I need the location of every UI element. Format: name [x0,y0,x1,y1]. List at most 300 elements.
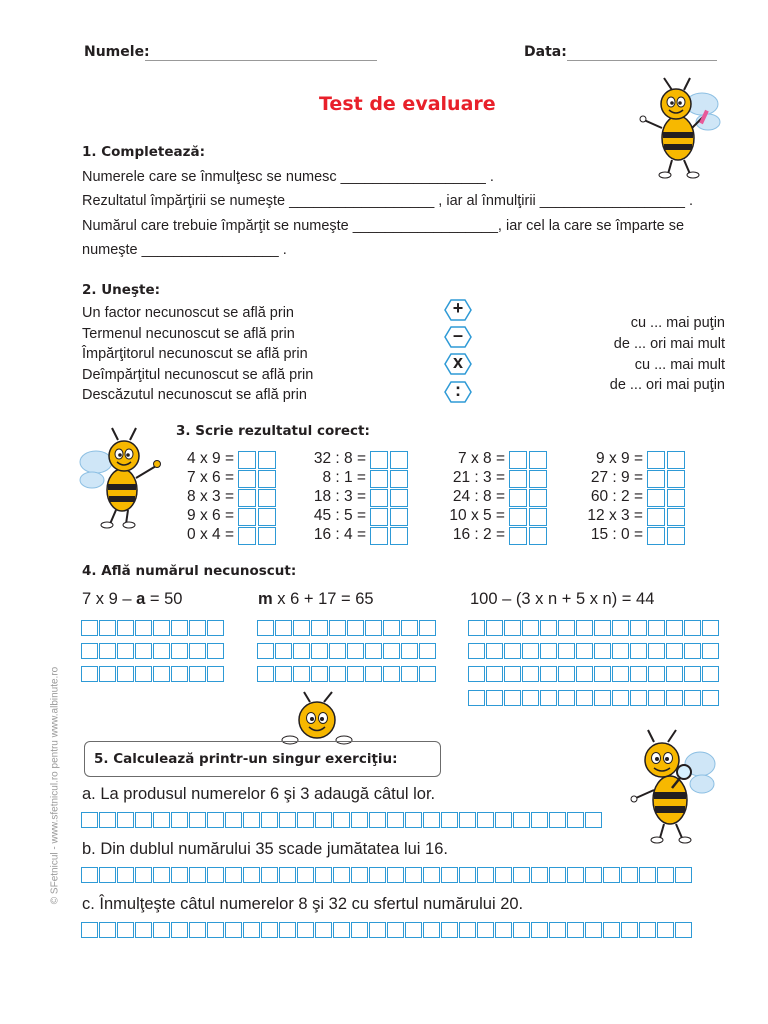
answer-cell[interactable] [153,812,170,828]
answer-cell[interactable] [171,666,188,682]
answer-cell[interactable] [529,470,547,488]
answer-cell[interactable] [293,643,310,659]
answer-cell[interactable] [383,643,400,659]
answer-cell[interactable] [667,489,685,507]
answer-cell[interactable] [369,867,386,883]
answer-cell[interactable] [639,922,656,938]
answer-cell[interactable] [567,867,584,883]
answer-cell[interactable] [387,867,404,883]
answer-cell[interactable] [81,643,98,659]
answer-cell[interactable] [171,643,188,659]
answer-cell[interactable] [189,643,206,659]
answer-cell[interactable] [648,620,665,636]
answer-cell[interactable] [257,620,274,636]
ex4-grid-row-1[interactable] [81,666,225,682]
answer-cell[interactable] [347,620,364,636]
answer-cell[interactable] [311,643,328,659]
ex3-answer-boxes[interactable] [509,508,548,526]
ex3-answer-boxes[interactable] [370,508,409,526]
answer-cell[interactable] [495,867,512,883]
answer-cell[interactable] [549,867,566,883]
answer-cell[interactable] [509,508,527,526]
answer-cell[interactable] [486,690,503,706]
ex3-answer-boxes[interactable] [370,527,409,545]
answer-cell[interactable] [666,620,683,636]
answer-cell[interactable] [153,666,170,682]
answer-cell[interactable] [257,666,274,682]
answer-cell[interactable] [370,527,388,545]
answer-cell[interactable] [675,867,692,883]
answer-cell[interactable] [81,666,98,682]
answer-cell[interactable] [370,489,388,507]
answer-cell[interactable] [647,489,665,507]
answer-cell[interactable] [383,620,400,636]
answer-cell[interactable] [495,812,512,828]
answer-cell[interactable] [459,812,476,828]
ex3-answer-boxes[interactable] [509,470,548,488]
answer-cell[interactable] [621,867,638,883]
answer-cell[interactable] [667,527,685,545]
answer-cell[interactable] [238,451,256,469]
answer-cell[interactable] [459,922,476,938]
answer-cell[interactable] [207,643,224,659]
answer-cell[interactable] [225,922,242,938]
answer-cell[interactable] [529,451,547,469]
answer-cell[interactable] [258,527,276,545]
answer-cell[interactable] [117,643,134,659]
answer-cell[interactable] [509,489,527,507]
ex4-grid-row-2[interactable] [257,666,437,682]
ex2-right-2: de ... ori mai mult [613,336,725,352]
answer-cell[interactable] [684,666,701,682]
ex3-answer-boxes[interactable] [509,489,548,507]
answer-cell[interactable] [401,666,418,682]
answer-cell[interactable] [509,451,527,469]
answer-cell[interactable] [153,620,170,636]
answer-cell[interactable] [99,666,116,682]
answer-cell[interactable] [423,812,440,828]
answer-cell[interactable] [81,922,98,938]
answer-cell[interactable] [171,620,188,636]
answer-cell[interactable] [279,812,296,828]
answer-cell[interactable] [567,812,584,828]
answer-cell[interactable] [365,666,382,682]
ex5-grid-a[interactable] [81,812,603,828]
answer-cell[interactable] [648,666,665,682]
ex2-right-4: de ... ori mai puţin [609,377,725,393]
answer-cell[interactable] [576,643,593,659]
answer-cell[interactable] [459,867,476,883]
answer-cell[interactable] [207,922,224,938]
answer-cell[interactable] [135,812,152,828]
answer-cell[interactable] [347,643,364,659]
answer-cell[interactable] [576,666,593,682]
answer-cell[interactable] [504,666,521,682]
answer-cell[interactable] [486,666,503,682]
answer-cell[interactable] [370,508,388,526]
answer-cell[interactable] [549,922,566,938]
answer-cell[interactable] [261,867,278,883]
answer-cell[interactable] [258,489,276,507]
answer-cell[interactable] [238,508,256,526]
answer-cell[interactable] [531,922,548,938]
answer-cell[interactable] [99,922,116,938]
answer-cell[interactable] [351,922,368,938]
answer-cell[interactable] [258,470,276,488]
answer-cell[interactable] [558,620,575,636]
ex2-right-1: cu ... mai puţin [630,315,725,331]
ex3-expression: 60 : 2 = [590,488,643,505]
answer-cell[interactable] [135,922,152,938]
answer-cell[interactable] [171,922,188,938]
answer-cell[interactable] [657,922,674,938]
answer-cell[interactable] [513,867,530,883]
answer-cell[interactable] [315,867,332,883]
answer-cell[interactable] [558,690,575,706]
answer-cell[interactable] [419,620,436,636]
hex-divide-icon: : [444,381,472,403]
answer-cell[interactable] [365,620,382,636]
answer-cell[interactable] [702,690,719,706]
answer-cell[interactable] [189,666,206,682]
ex3-answer-boxes[interactable] [370,451,409,469]
answer-cell[interactable] [612,690,629,706]
answer-cell[interactable] [468,666,485,682]
answer-cell[interactable] [135,620,152,636]
answer-cell[interactable] [189,620,206,636]
answer-cell[interactable] [99,643,116,659]
answer-cell[interactable] [540,666,557,682]
answer-cell[interactable] [333,922,350,938]
answer-cell[interactable] [585,922,602,938]
answer-cell[interactable] [666,690,683,706]
ex3-answer-boxes[interactable] [238,508,277,526]
answer-cell[interactable] [365,643,382,659]
answer-cell[interactable] [117,666,134,682]
answer-cell[interactable] [81,867,98,883]
ex3-answer-boxes[interactable] [509,527,548,545]
answer-cell[interactable] [576,690,593,706]
answer-cell[interactable] [647,508,665,526]
bee-pointing-illustration [76,426,168,530]
ex3-answer-boxes[interactable] [647,489,686,507]
ex3-answer-boxes[interactable] [647,470,686,488]
answer-cell[interactable] [477,922,494,938]
answer-cell[interactable] [257,643,274,659]
answer-cell[interactable] [585,867,602,883]
answer-cell[interactable] [171,812,188,828]
answer-cell[interactable] [468,690,485,706]
answer-cell[interactable] [576,620,593,636]
answer-cell[interactable] [630,690,647,706]
answer-cell[interactable] [369,812,386,828]
answer-cell[interactable] [207,666,224,682]
answer-cell[interactable] [333,812,350,828]
answer-cell[interactable] [529,489,547,507]
answer-cell[interactable] [189,812,206,828]
answer-cell[interactable] [401,620,418,636]
answer-cell[interactable] [558,643,575,659]
answer-cell[interactable] [329,643,346,659]
answer-cell[interactable] [207,867,224,883]
ex3-answer-boxes[interactable] [370,470,409,488]
answer-cell[interactable] [238,470,256,488]
answer-cell[interactable] [390,527,408,545]
answer-cell[interactable] [293,666,310,682]
answer-cell[interactable] [666,643,683,659]
answer-cell[interactable] [238,527,256,545]
answer-cell[interactable] [117,812,134,828]
answer-cell[interactable] [370,470,388,488]
answer-cell[interactable] [504,620,521,636]
ex4-grid-row-1[interactable] [81,643,225,659]
answer-cell[interactable] [558,666,575,682]
ex4-grid-row-3[interactable] [468,690,720,706]
answer-cell[interactable] [522,620,539,636]
answer-cell[interactable] [666,666,683,682]
ex3-answer-boxes[interactable] [370,489,409,507]
answer-cell[interactable] [117,922,134,938]
answer-cell[interactable] [171,867,188,883]
answer-cell[interactable] [477,812,494,828]
answer-cell[interactable] [135,867,152,883]
watermark-text: © SFetnicul - www.sfetnicul.ro pentru www.albinute.ro [49,666,61,905]
ex4-grid-row-3[interactable] [468,643,720,659]
answer-cell[interactable] [390,451,408,469]
ex1-line-2: Rezultatul împărţirii se numeşte __________________ , iar al înmulţirii __________________ . [82,193,694,209]
answer-cell[interactable] [297,812,314,828]
answer-cell[interactable] [529,527,547,545]
answer-cell[interactable] [258,451,276,469]
answer-cell[interactable] [401,643,418,659]
ex4-grid-row-2[interactable] [257,620,437,636]
ex5-grid-b[interactable] [81,867,693,883]
answer-cell[interactable] [603,922,620,938]
answer-cell[interactable] [486,620,503,636]
answer-cell[interactable] [390,508,408,526]
answer-cell[interactable] [468,620,485,636]
bee-peeking-illustration [280,690,356,746]
answer-cell[interactable] [522,690,539,706]
answer-cell[interactable] [347,666,364,682]
answer-cell[interactable] [585,812,602,828]
answer-cell[interactable] [238,489,256,507]
answer-cell[interactable] [630,643,647,659]
answer-cell[interactable] [189,922,206,938]
answer-cell[interactable] [522,643,539,659]
answer-cell[interactable] [594,620,611,636]
answer-cell[interactable] [153,643,170,659]
answer-cell[interactable] [702,643,719,659]
answer-cell[interactable] [667,508,685,526]
answer-cell[interactable] [468,643,485,659]
answer-cell[interactable] [540,690,557,706]
answer-cell[interactable] [387,812,404,828]
answer-cell[interactable] [153,867,170,883]
answer-cell[interactable] [486,643,503,659]
answer-cell[interactable] [258,508,276,526]
ex4-grid-row-3[interactable] [468,666,720,682]
answer-cell[interactable] [329,666,346,682]
answer-cell[interactable] [333,867,350,883]
answer-cell[interactable] [612,666,629,682]
answer-cell[interactable] [667,470,685,488]
answer-cell[interactable] [390,470,408,488]
answer-cell[interactable] [529,508,547,526]
answer-cell[interactable] [702,666,719,682]
answer-cell[interactable] [441,867,458,883]
answer-cell[interactable] [513,922,530,938]
answer-cell[interactable] [630,666,647,682]
answer-cell[interactable] [630,620,647,636]
ex3-answer-boxes[interactable] [647,451,686,469]
name-field[interactable] [145,60,377,61]
answer-cell[interactable] [405,812,422,828]
answer-cell[interactable] [684,620,701,636]
answer-cell[interactable] [275,643,292,659]
ex3-expression: 21 : 3 = [452,469,505,486]
answer-cell[interactable] [275,620,292,636]
answer-cell[interactable] [419,643,436,659]
answer-cell[interactable] [594,690,611,706]
answer-cell[interactable] [540,620,557,636]
answer-cell[interactable] [279,867,296,883]
answer-cell[interactable] [243,867,260,883]
ex3-answer-boxes[interactable] [238,470,277,488]
answer-cell[interactable] [225,812,242,828]
answer-cell[interactable] [647,470,665,488]
answer-cell[interactable] [441,812,458,828]
answer-cell[interactable] [612,620,629,636]
ex2-left-5: Descăzutul necunoscut se află prin [82,387,307,403]
answer-cell[interactable] [639,867,656,883]
answer-cell[interactable] [405,867,422,883]
ex3-answer-boxes[interactable] [238,489,277,507]
answer-cell[interactable] [509,470,527,488]
ex5-grid-c[interactable] [81,922,693,938]
answer-cell[interactable] [594,643,611,659]
answer-cell[interactable] [370,451,388,469]
ex3-heading: 3. Scrie rezultatul corect: [176,423,370,439]
answer-cell[interactable] [647,451,665,469]
ex4-grid-row-2[interactable] [257,643,437,659]
ex2-left-3: Împărţitorul necunoscut se află prin [82,346,308,362]
answer-cell[interactable] [441,922,458,938]
answer-cell[interactable] [243,812,260,828]
answer-cell[interactable] [684,690,701,706]
answer-cell[interactable] [135,643,152,659]
answer-cell[interactable] [117,867,134,883]
answer-cell[interactable] [522,666,539,682]
answer-cell[interactable] [351,867,368,883]
answer-cell[interactable] [81,620,98,636]
answer-cell[interactable] [504,690,521,706]
answer-cell[interactable] [297,922,314,938]
answer-cell[interactable] [419,666,436,682]
answer-cell[interactable] [261,812,278,828]
ex3-answer-boxes[interactable] [238,451,277,469]
answer-cell[interactable] [667,451,685,469]
hex-plus-icon: + [444,299,472,321]
answer-cell[interactable] [99,812,116,828]
ex5-item-a: a. La produsul numerelor 6 şi 3 adaugă câtul lor. [82,785,436,803]
answer-cell[interactable] [315,922,332,938]
answer-cell[interactable] [297,867,314,883]
answer-cell[interactable] [531,867,548,883]
answer-cell[interactable] [647,527,665,545]
answer-cell[interactable] [684,643,701,659]
answer-cell[interactable] [315,812,332,828]
date-field[interactable] [567,60,717,61]
answer-cell[interactable] [648,643,665,659]
ex3-answer-boxes[interactable] [238,527,277,545]
answer-cell[interactable] [423,922,440,938]
answer-cell[interactable] [311,666,328,682]
answer-cell[interactable] [279,922,296,938]
answer-cell[interactable] [612,643,629,659]
answer-cell[interactable] [293,620,310,636]
ex3-answer-boxes[interactable] [647,508,686,526]
answer-cell[interactable] [504,643,521,659]
answer-cell[interactable] [207,812,224,828]
answer-cell[interactable] [390,489,408,507]
answer-cell[interactable] [603,867,620,883]
answer-cell[interactable] [383,666,400,682]
ex3-answer-boxes[interactable] [647,527,686,545]
answer-cell[interactable] [675,922,692,938]
answer-cell[interactable] [495,922,512,938]
ex2-left-2: Termenul necunoscut se află prin [82,326,295,342]
answer-cell[interactable] [153,922,170,938]
answer-cell[interactable] [329,620,346,636]
ex3-expression: 12 x 3 = [587,507,643,524]
answer-cell[interactable] [509,527,527,545]
answer-cell[interactable] [275,666,292,682]
answer-cell[interactable] [189,867,206,883]
answer-cell[interactable] [243,922,260,938]
answer-cell[interactable] [117,620,134,636]
answer-cell[interactable] [351,812,368,828]
ex4-grid-row-1[interactable] [81,620,225,636]
answer-cell[interactable] [207,620,224,636]
answer-cell[interactable] [261,922,278,938]
answer-cell[interactable] [549,812,566,828]
answer-cell[interactable] [621,922,638,938]
answer-cell[interactable] [423,867,440,883]
answer-cell[interactable] [531,812,548,828]
answer-cell[interactable] [513,812,530,828]
answer-cell[interactable] [311,620,328,636]
answer-cell[interactable] [648,690,665,706]
answer-cell[interactable] [135,666,152,682]
ex3-expression: 15 : 0 = [590,526,643,543]
answer-cell[interactable] [369,922,386,938]
answer-cell[interactable] [477,867,494,883]
answer-cell[interactable] [657,867,674,883]
answer-cell[interactable] [702,620,719,636]
answer-cell[interactable] [405,922,422,938]
answer-cell[interactable] [81,812,98,828]
answer-cell[interactable] [99,620,116,636]
answer-cell[interactable] [225,867,242,883]
ex4-grid-row-3[interactable] [468,620,720,636]
answer-cell[interactable] [540,643,557,659]
answer-cell[interactable] [99,867,116,883]
answer-cell[interactable] [594,666,611,682]
ex3-answer-boxes[interactable] [509,451,548,469]
answer-cell[interactable] [387,922,404,938]
answer-cell[interactable] [567,922,584,938]
